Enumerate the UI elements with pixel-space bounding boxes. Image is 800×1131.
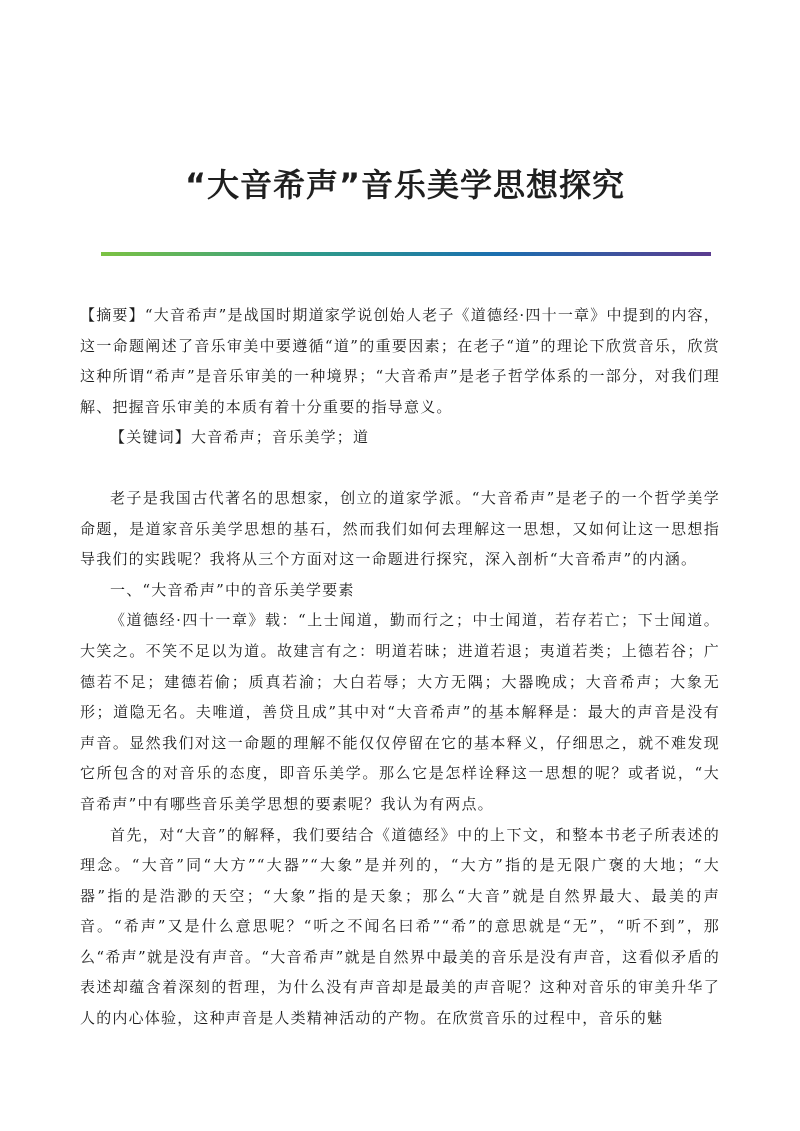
- section-heading: 一、“大音希声”中的音乐美学要素: [110, 580, 355, 599]
- abstract-paragraph: 【摘要】“大音希声”是战国时期道家学说创始人老子《道德经·四十一章》中提到的内容，这一命题阐述了音乐审美中要遵循“道”的重要因素；在老子“道”的理论下欣赏音乐，欣赏这种所谓“希声”是音乐审美的一种境界；“大音希声”是老子哲学体系的一部分，对我们理解、把握音乐审美的本质有着十分重要的指导意义。: [80, 306, 720, 416]
- title-gradient-rule: [101, 252, 711, 256]
- body-paragraph: 老子是我国古代著名的思想家，创立的道家学派。“大音希声”是老子的一个哲学美学命题，是道家音乐美学思想的基石，然而我们如何去理解这一思想，又如何让这一思想指导我们的实践呢？我将从三个方面对这一命题进行探究，深入剖析“大音希声”的内涵。: [80, 488, 720, 569]
- document-body: [80, 300, 720, 1034]
- keywords-paragraph: 【关键词】大音希声；音乐美学；道: [110, 428, 370, 447]
- body-paragraph: 首先，对“大音”的解释，我们要结合《道德经》中的上下文，和整本书老子所表述的理念。“大音”同“大方”“大器”“大象”是并列的，“大方”指的是无限广褒的大地；“大器”指的是浩渺的天空；“大象”指的是天象；那么“大音”就是自然界最大、最美的声音。“希声”又是什么意思呢？“听之不闻名曰希”“希”的意思就是“无”，“听不到”，那么“希声”就是没有声音。“大音希声”就是自然界中最美的音乐是没有声音，这看似矛盾的表述却蕴含着深刻的哲理，为什么没有声音却是最美的声音呢？这种对音乐的审美升华了人的内心体验，这种声音是人类精神活动的产物。在欣赏音乐的过程中，音乐的魅: [80, 825, 720, 1028]
- body-paragraph: 《道德经·四十一章》载：“上士闻道，勤而行之；中士闻道，若存若亡；下士闻道。大笑之。不笑不足以为道。故建言有之：明道若昧；进道若退；夷道若类；上德若谷；广德若不足；建德若偷；质真若渝；大白若辱；大方无隅；大器晚成；大音希声；大象无形；道隐无名。夫唯道，善贷且成”其中对“大音希声”的基本解释是：最大的声音是没有声音。显然我们对这一命题的理解不能仅仅停留在它的基本释义，仔细思之，就不难发现它所包含的对音乐的态度，即音乐美学。那么它是怎样诠释这一思想的呢？或者说，“大音希声”中有哪些音乐美学思想的要素呢？我认为有两点。: [80, 611, 720, 813]
- document-title: “大音希声”音乐美学思想探究: [184, 166, 626, 204]
